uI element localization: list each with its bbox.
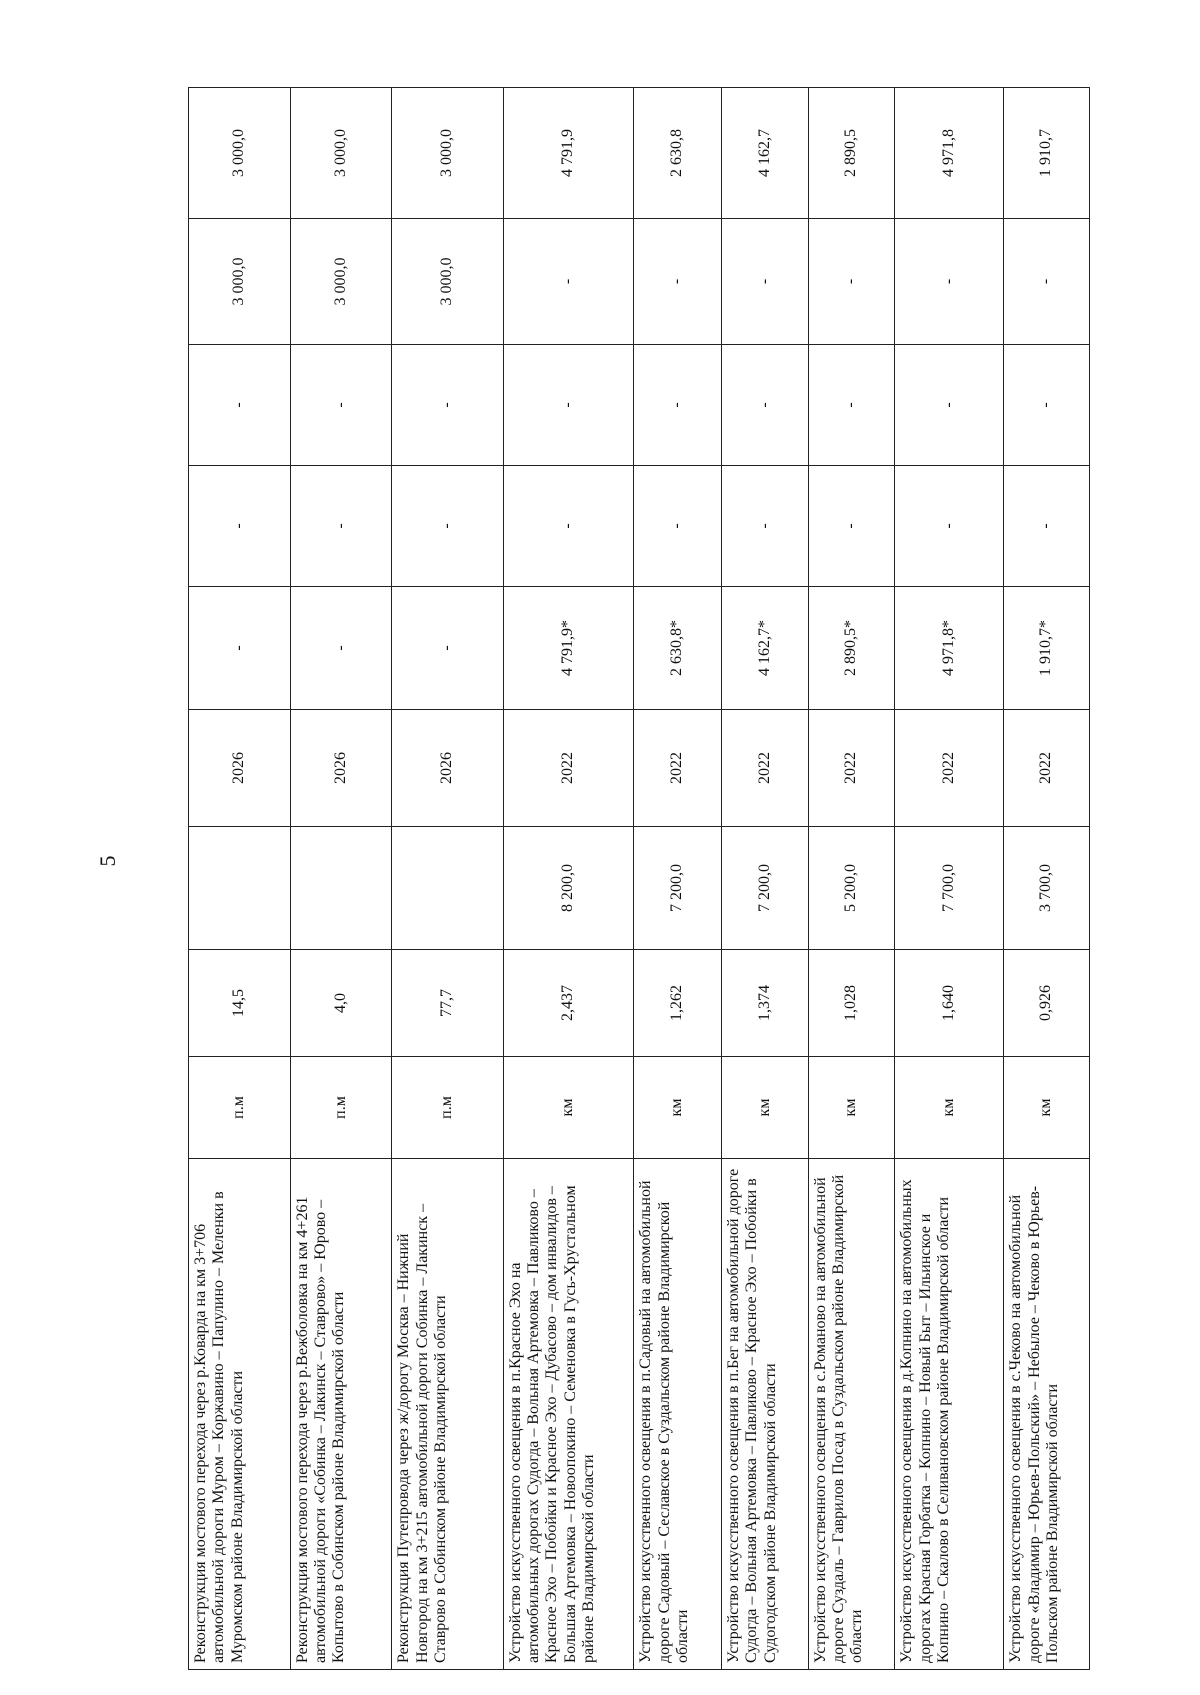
- table-row: [634, 88, 722, 1670]
- cell-value-1: 4 162,7*: [721, 587, 808, 710]
- cell-value-4: -: [634, 219, 722, 345]
- cell-value-3: -: [392, 345, 503, 466]
- table-row: [189, 88, 291, 1670]
- cell-quantity: 2,437: [503, 950, 634, 1057]
- cell-description: Устройство искусственного освещения в с.Романово на автомобильной дороге Суздаль – Гаврилов Посад в Суздальском районе Владимирской области: [808, 1159, 895, 1670]
- table-body: [189, 88, 1090, 1670]
- cell-total: 3 000,0: [189, 88, 291, 219]
- cell-cost: 3 700,0: [1004, 827, 1090, 950]
- cell-unit: п.м: [290, 1057, 392, 1159]
- cell-quantity: 1,262: [634, 950, 722, 1057]
- cell-description: Устройство искусственного освещения в п.Бег на автомобильной дороге Судогда – Вольная Артемовка – Павликово – Красное Эхо – Побойки в Судогодском районе Владимирской области: [721, 1159, 808, 1670]
- cell-value-3: -: [895, 345, 1004, 466]
- cell-description: Устройство искусственного освещения в п.Красное Эхо на автомобильных дорогах Судогда – Вольная Артемовка – Павликово – Красное Эхо – Побойки и Красное Эхо – Дубасово – дом инвалидов – Большая Артемовка – Новоопокино – Семеновка в Гусь-Хрустальном районе Владимирской области: [503, 1159, 634, 1670]
- cell-description: Устройство искусственного освещения в д.Копнино на автомобильных дорогах Красная Горбатка – Копнино – Новый Быт – Ильинское и Копнино – Скалово в Селивановском районе Владимирской области: [895, 1159, 1004, 1670]
- cell-unit: км: [808, 1057, 895, 1159]
- cell-value-2: -: [290, 466, 392, 587]
- cell-value-3: -: [634, 345, 722, 466]
- table-row: [1004, 88, 1090, 1670]
- cell-unit: км: [503, 1057, 634, 1159]
- cell-value-3: -: [290, 345, 392, 466]
- table-row: [290, 88, 392, 1670]
- cell-quantity: 1,374: [721, 950, 808, 1057]
- cell-value-1: 2 630,8*: [634, 587, 722, 710]
- cell-quantity: 1,640: [895, 950, 1004, 1057]
- cell-year: 2026: [392, 710, 503, 827]
- table-row: [808, 88, 895, 1670]
- cell-quantity: 14,5: [189, 950, 291, 1057]
- cell-value-4: -: [721, 219, 808, 345]
- cell-total: 4 971,8: [895, 88, 1004, 219]
- cell-cost: [189, 827, 291, 950]
- cell-value-2: -: [808, 466, 895, 587]
- cell-value-4: -: [1004, 219, 1090, 345]
- cell-value-1: -: [189, 587, 291, 710]
- cell-year: 2022: [721, 710, 808, 827]
- table-wrapper: [188, 88, 1090, 1670]
- cell-description: Устройство искусственного освещения в с.Чеково на автомобильной дороге «Владимир – Юрьев-Польский» – Небылое – Чеково в Юрьев-Польском районе Владимирской области: [1004, 1159, 1090, 1670]
- cell-year: 2026: [189, 710, 291, 827]
- cell-year: 2022: [503, 710, 634, 827]
- cell-year: 2022: [808, 710, 895, 827]
- cell-value-2: -: [503, 466, 634, 587]
- cell-value-3: -: [1004, 345, 1090, 466]
- cell-value-3: -: [721, 345, 808, 466]
- cell-quantity: 77,7: [392, 950, 503, 1057]
- table-row: [503, 88, 634, 1670]
- cell-cost: [290, 827, 392, 950]
- cell-value-2: -: [721, 466, 808, 587]
- cell-value-4: -: [503, 219, 634, 345]
- cell-quantity: 0,926: [1004, 950, 1090, 1057]
- cell-value-4: 3 000,0: [392, 219, 503, 345]
- cell-value-1: 1 910,7*: [1004, 587, 1090, 710]
- cell-cost: 8 200,0: [503, 827, 634, 950]
- cell-year: 2026: [290, 710, 392, 827]
- cell-total: 1 910,7: [1004, 88, 1090, 219]
- cell-value-1: 4 791,9*: [503, 587, 634, 710]
- cell-unit: км: [1004, 1057, 1090, 1159]
- data-table: [188, 87, 1090, 1670]
- cell-unit: км: [634, 1057, 722, 1159]
- cell-cost: 7 200,0: [721, 827, 808, 950]
- cell-value-2: -: [1004, 466, 1090, 587]
- cell-cost: [392, 827, 503, 950]
- table-row: [721, 88, 808, 1670]
- cell-cost: 5 200,0: [808, 827, 895, 950]
- cell-unit: п.м: [392, 1057, 503, 1159]
- cell-description: Реконструкция мостового перехода через р.Коварда на км 3+706 автомобильной дороги Муром – Коржавино – Папулино – Меленки в Муромском районе Владимирской области: [189, 1159, 291, 1670]
- cell-total: 2 630,8: [634, 88, 722, 219]
- cell-total: 4 791,9: [503, 88, 634, 219]
- table-row: [392, 88, 503, 1670]
- cell-quantity: 4,0: [290, 950, 392, 1057]
- cell-unit: км: [721, 1057, 808, 1159]
- cell-year: 2022: [634, 710, 722, 827]
- cell-year: 2022: [895, 710, 1004, 827]
- cell-quantity: 1,028: [808, 950, 895, 1057]
- cell-unit: п.м: [189, 1057, 291, 1159]
- cell-description: Реконструкция Путепровода через ж/дорогу Москва – Нижний Новгород на км 3+215 автомобильной дороги Собинка – Лакинск – Ставрово в Собинском районе Владимирской области: [392, 1159, 503, 1670]
- cell-cost: 7 200,0: [634, 827, 722, 950]
- cell-total: 3 000,0: [290, 88, 392, 219]
- cell-value-1: -: [290, 587, 392, 710]
- cell-value-2: -: [392, 466, 503, 587]
- cell-value-2: -: [895, 466, 1004, 587]
- cell-year: 2022: [1004, 710, 1090, 827]
- cell-unit: км: [895, 1057, 1004, 1159]
- cell-value-4: -: [808, 219, 895, 345]
- cell-value-3: -: [808, 345, 895, 466]
- page-number: 5: [95, 855, 120, 867]
- cell-value-1: -: [392, 587, 503, 710]
- cell-value-2: -: [189, 466, 291, 587]
- cell-total: 4 162,7: [721, 88, 808, 219]
- table-row: [895, 88, 1004, 1670]
- cell-description: Устройство искусственного освещения в п.Садовый на автомобильной дороге Садовый – Сеславское в Суздальском районе Владимирской области: [634, 1159, 722, 1670]
- cell-value-1: 4 971,8*: [895, 587, 1004, 710]
- cell-value-2: -: [634, 466, 722, 587]
- cell-total: 2 890,5: [808, 88, 895, 219]
- cell-value-4: -: [895, 219, 1004, 345]
- cell-description: Реконструкция мостового перехода через р.Вежболовка на км 4+261 автомобильной дороги «Собинка – Лакинск – Ставрово» – Юрово – Копытово в Собинском районе Владимирской области: [290, 1159, 392, 1670]
- cell-cost: 7 700,0: [895, 827, 1004, 950]
- cell-value-1: 2 890,5*: [808, 587, 895, 710]
- cell-value-4: 3 000,0: [290, 219, 392, 345]
- cell-total: 3 000,0: [392, 88, 503, 219]
- cell-value-3: -: [503, 345, 634, 466]
- cell-value-4: 3 000,0: [189, 219, 291, 345]
- cell-value-3: -: [189, 345, 291, 466]
